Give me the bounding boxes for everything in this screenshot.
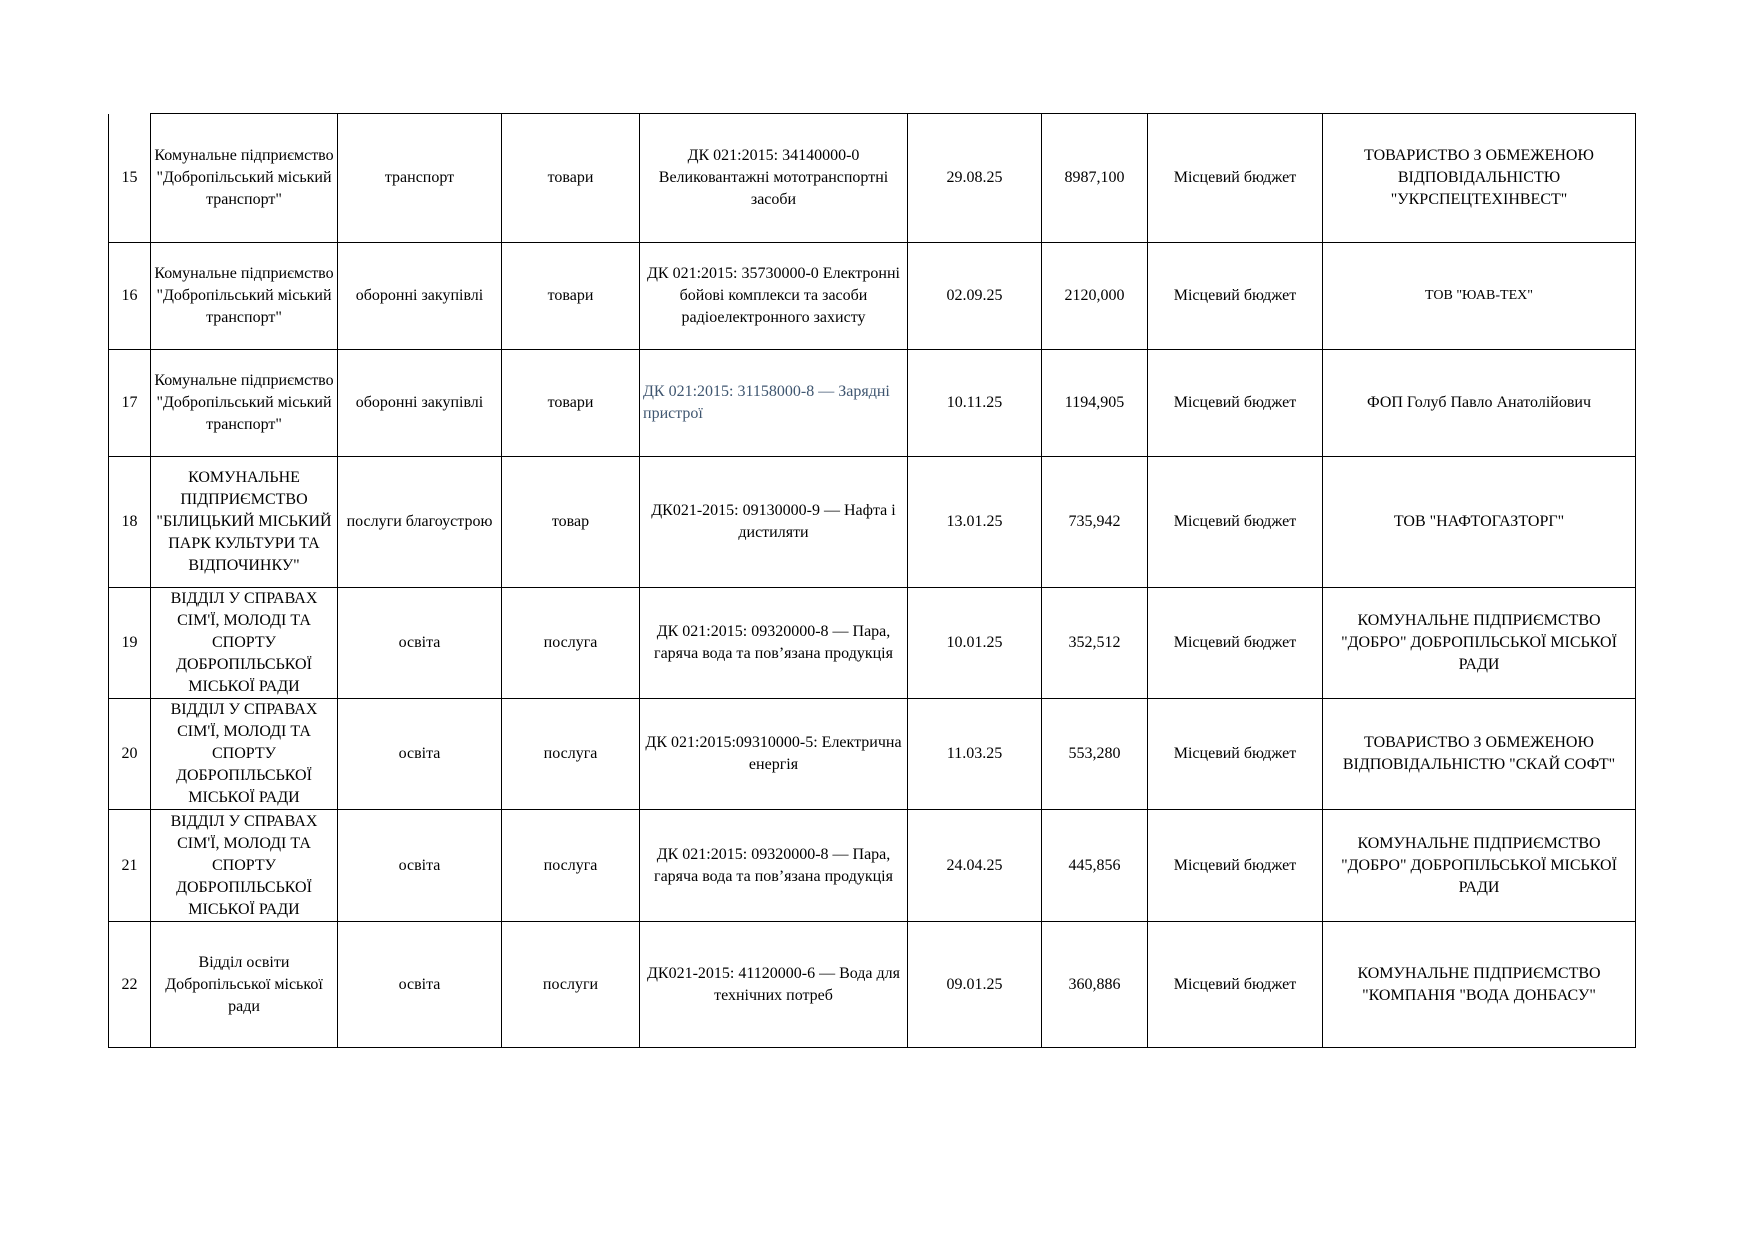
supplier-cell: ТОВ "НАФТОГАЗТОРГ" (1323, 457, 1636, 588)
cpv-code-cell: ДК 021:2015: 09320000-8 — Пара, гаряча вода та пов’язана продукція (640, 810, 908, 922)
amount-cell: 360,886 (1042, 922, 1148, 1048)
amount-cell: 1194,905 (1042, 350, 1148, 457)
cpv-code-cell: ДК 021:2015: 09320000-8 — Пара, гаряча вода та пов’язана продукція (640, 588, 908, 699)
date-cell: 10.11.25 (908, 350, 1042, 457)
funding-source-cell: Місцевий бюджет (1148, 922, 1323, 1048)
supplier-cell: ТОВАРИСТВО З ОБМЕЖЕНОЮ ВІДПОВІДАЛЬНІСТЮ "СКАЙ СОФТ" (1323, 699, 1636, 810)
amount-cell: 445,856 (1042, 810, 1148, 922)
date-cell: 02.09.25 (908, 243, 1042, 350)
date-cell: 29.08.25 (908, 114, 1042, 243)
table-row (109, 922, 1636, 1048)
cpv-code-cell: ДК021-2015: 41120000-6 — Вода для технічних потреб (640, 922, 908, 1048)
sector-cell: освіта (338, 810, 502, 922)
supplier-cell: ТОВ "ЮАВ-ТЕХ" (1323, 243, 1636, 350)
table-row (109, 810, 1636, 922)
date-cell: 11.03.25 (908, 699, 1042, 810)
supplier-cell: ТОВАРИСТВО З ОБМЕЖЕНОЮ ВІДПОВІДАЛЬНІСТЮ "УКРСПЕЦТЕХІНВЕСТ" (1323, 114, 1636, 243)
cpv-code-cell: ДК 021:2015: 34140000-0 Великовантажні мототранспортні засоби (640, 114, 908, 243)
amount-cell: 553,280 (1042, 699, 1148, 810)
cpv-code-cell: ДК 021:2015:09310000-5: Електрична енергія (640, 699, 908, 810)
funding-source-cell: Місцевий бюджет (1148, 350, 1323, 457)
cpv-code-cell: ДК021-2015: 09130000-9 — Нафта і дистиляти (640, 457, 908, 588)
customer-cell: ВІДДІЛ У СПРАВАХ СІМ'Ї, МОЛОДІ ТА СПОРТУ ДОБРОПІЛЬСЬКОЇ МІСЬКОЇ РАДИ (151, 699, 338, 810)
cpv-code-cell: ДК 021:2015: 31158000-8 — Зарядні пристрої (640, 350, 908, 457)
subject-type-cell: товари (502, 350, 640, 457)
sector-cell: оборонні закупівлі (338, 350, 502, 457)
sector-cell: послуги благоустрою (338, 457, 502, 588)
table-row (109, 699, 1636, 810)
customer-cell: Комунальне підприємство "Добропільський міський транспорт" (151, 243, 338, 350)
row-number-cell: 18 (109, 457, 151, 588)
funding-source-cell: Місцевий бюджет (1148, 243, 1323, 350)
amount-cell: 2120,000 (1042, 243, 1148, 350)
supplier-cell: КОМУНАЛЬНЕ ПІДПРИЄМСТВО "ДОБРО" ДОБРОПІЛЬСЬКОЇ МІСЬКОЇ РАДИ (1323, 810, 1636, 922)
funding-source-cell: Місцевий бюджет (1148, 114, 1323, 243)
subject-type-cell: послуга (502, 588, 640, 699)
sector-cell: освіта (338, 588, 502, 699)
procurement-table (108, 113, 1636, 1048)
row-number-cell: 20 (109, 699, 151, 810)
cpv-code-cell: ДК 021:2015: 35730000-0 Електронні бойові комплекси та засоби радіоелектронного захисту (640, 243, 908, 350)
amount-cell: 352,512 (1042, 588, 1148, 699)
row-number-cell: 19 (109, 588, 151, 699)
row-number-cell: 21 (109, 810, 151, 922)
date-cell: 13.01.25 (908, 457, 1042, 588)
amount-cell: 8987,100 (1042, 114, 1148, 243)
subject-type-cell: послуга (502, 699, 640, 810)
customer-cell: Відділ освіти Добропільської міської ради (151, 922, 338, 1048)
subject-type-cell: послуга (502, 810, 640, 922)
funding-source-cell: Місцевий бюджет (1148, 588, 1323, 699)
row-number-cell: 15 (109, 114, 151, 243)
row-number-cell: 22 (109, 922, 151, 1048)
date-cell: 24.04.25 (908, 810, 1042, 922)
sector-cell: транспорт (338, 114, 502, 243)
date-cell: 10.01.25 (908, 588, 1042, 699)
amount-cell: 735,942 (1042, 457, 1148, 588)
sector-cell: освіта (338, 699, 502, 810)
table-row (109, 350, 1636, 457)
funding-source-cell: Місцевий бюджет (1148, 810, 1323, 922)
date-cell: 09.01.25 (908, 922, 1042, 1048)
table-row (109, 243, 1636, 350)
subject-type-cell: товари (502, 114, 640, 243)
table-row (109, 588, 1636, 699)
row-number-cell: 17 (109, 350, 151, 457)
customer-cell: ВІДДІЛ У СПРАВАХ СІМ'Ї, МОЛОДІ ТА СПОРТУ ДОБРОПІЛЬСЬКОЇ МІСЬКОЇ РАДИ (151, 810, 338, 922)
supplier-cell: ФОП Голуб Павло Анатолійович (1323, 350, 1636, 457)
customer-cell: Комунальне підприємство "Добропільський міський транспорт" (151, 350, 338, 457)
sector-cell: освіта (338, 922, 502, 1048)
subject-type-cell: товар (502, 457, 640, 588)
row-number-cell: 16 (109, 243, 151, 350)
sector-cell: оборонні закупівлі (338, 243, 502, 350)
subject-type-cell: товари (502, 243, 640, 350)
customer-cell: ВІДДІЛ У СПРАВАХ СІМ'Ї, МОЛОДІ ТА СПОРТУ ДОБРОПІЛЬСЬКОЇ МІСЬКОЇ РАДИ (151, 588, 338, 699)
customer-cell: КОМУНАЛЬНЕ ПІДПРИЄМСТВО "БІЛИЦЬКИЙ МІСЬКИЙ ПАРК КУЛЬТУРИ ТА ВІДПОЧИНКУ" (151, 457, 338, 588)
funding-source-cell: Місцевий бюджет (1148, 699, 1323, 810)
supplier-cell: КОМУНАЛЬНЕ ПІДПРИЄМСТВО "КОМПАНІЯ "ВОДА ДОНБАСУ" (1323, 922, 1636, 1048)
subject-type-cell: послуги (502, 922, 640, 1048)
funding-source-cell: Місцевий бюджет (1148, 457, 1323, 588)
supplier-cell: КОМУНАЛЬНЕ ПІДПРИЄМСТВО "ДОБРО" ДОБРОПІЛЬСЬКОЇ МІСЬКОЇ РАДИ (1323, 588, 1636, 699)
customer-cell: Комунальне підприємство "Добропільський міський транспорт" (151, 114, 338, 243)
table-row (109, 457, 1636, 588)
table-row (109, 114, 1636, 243)
